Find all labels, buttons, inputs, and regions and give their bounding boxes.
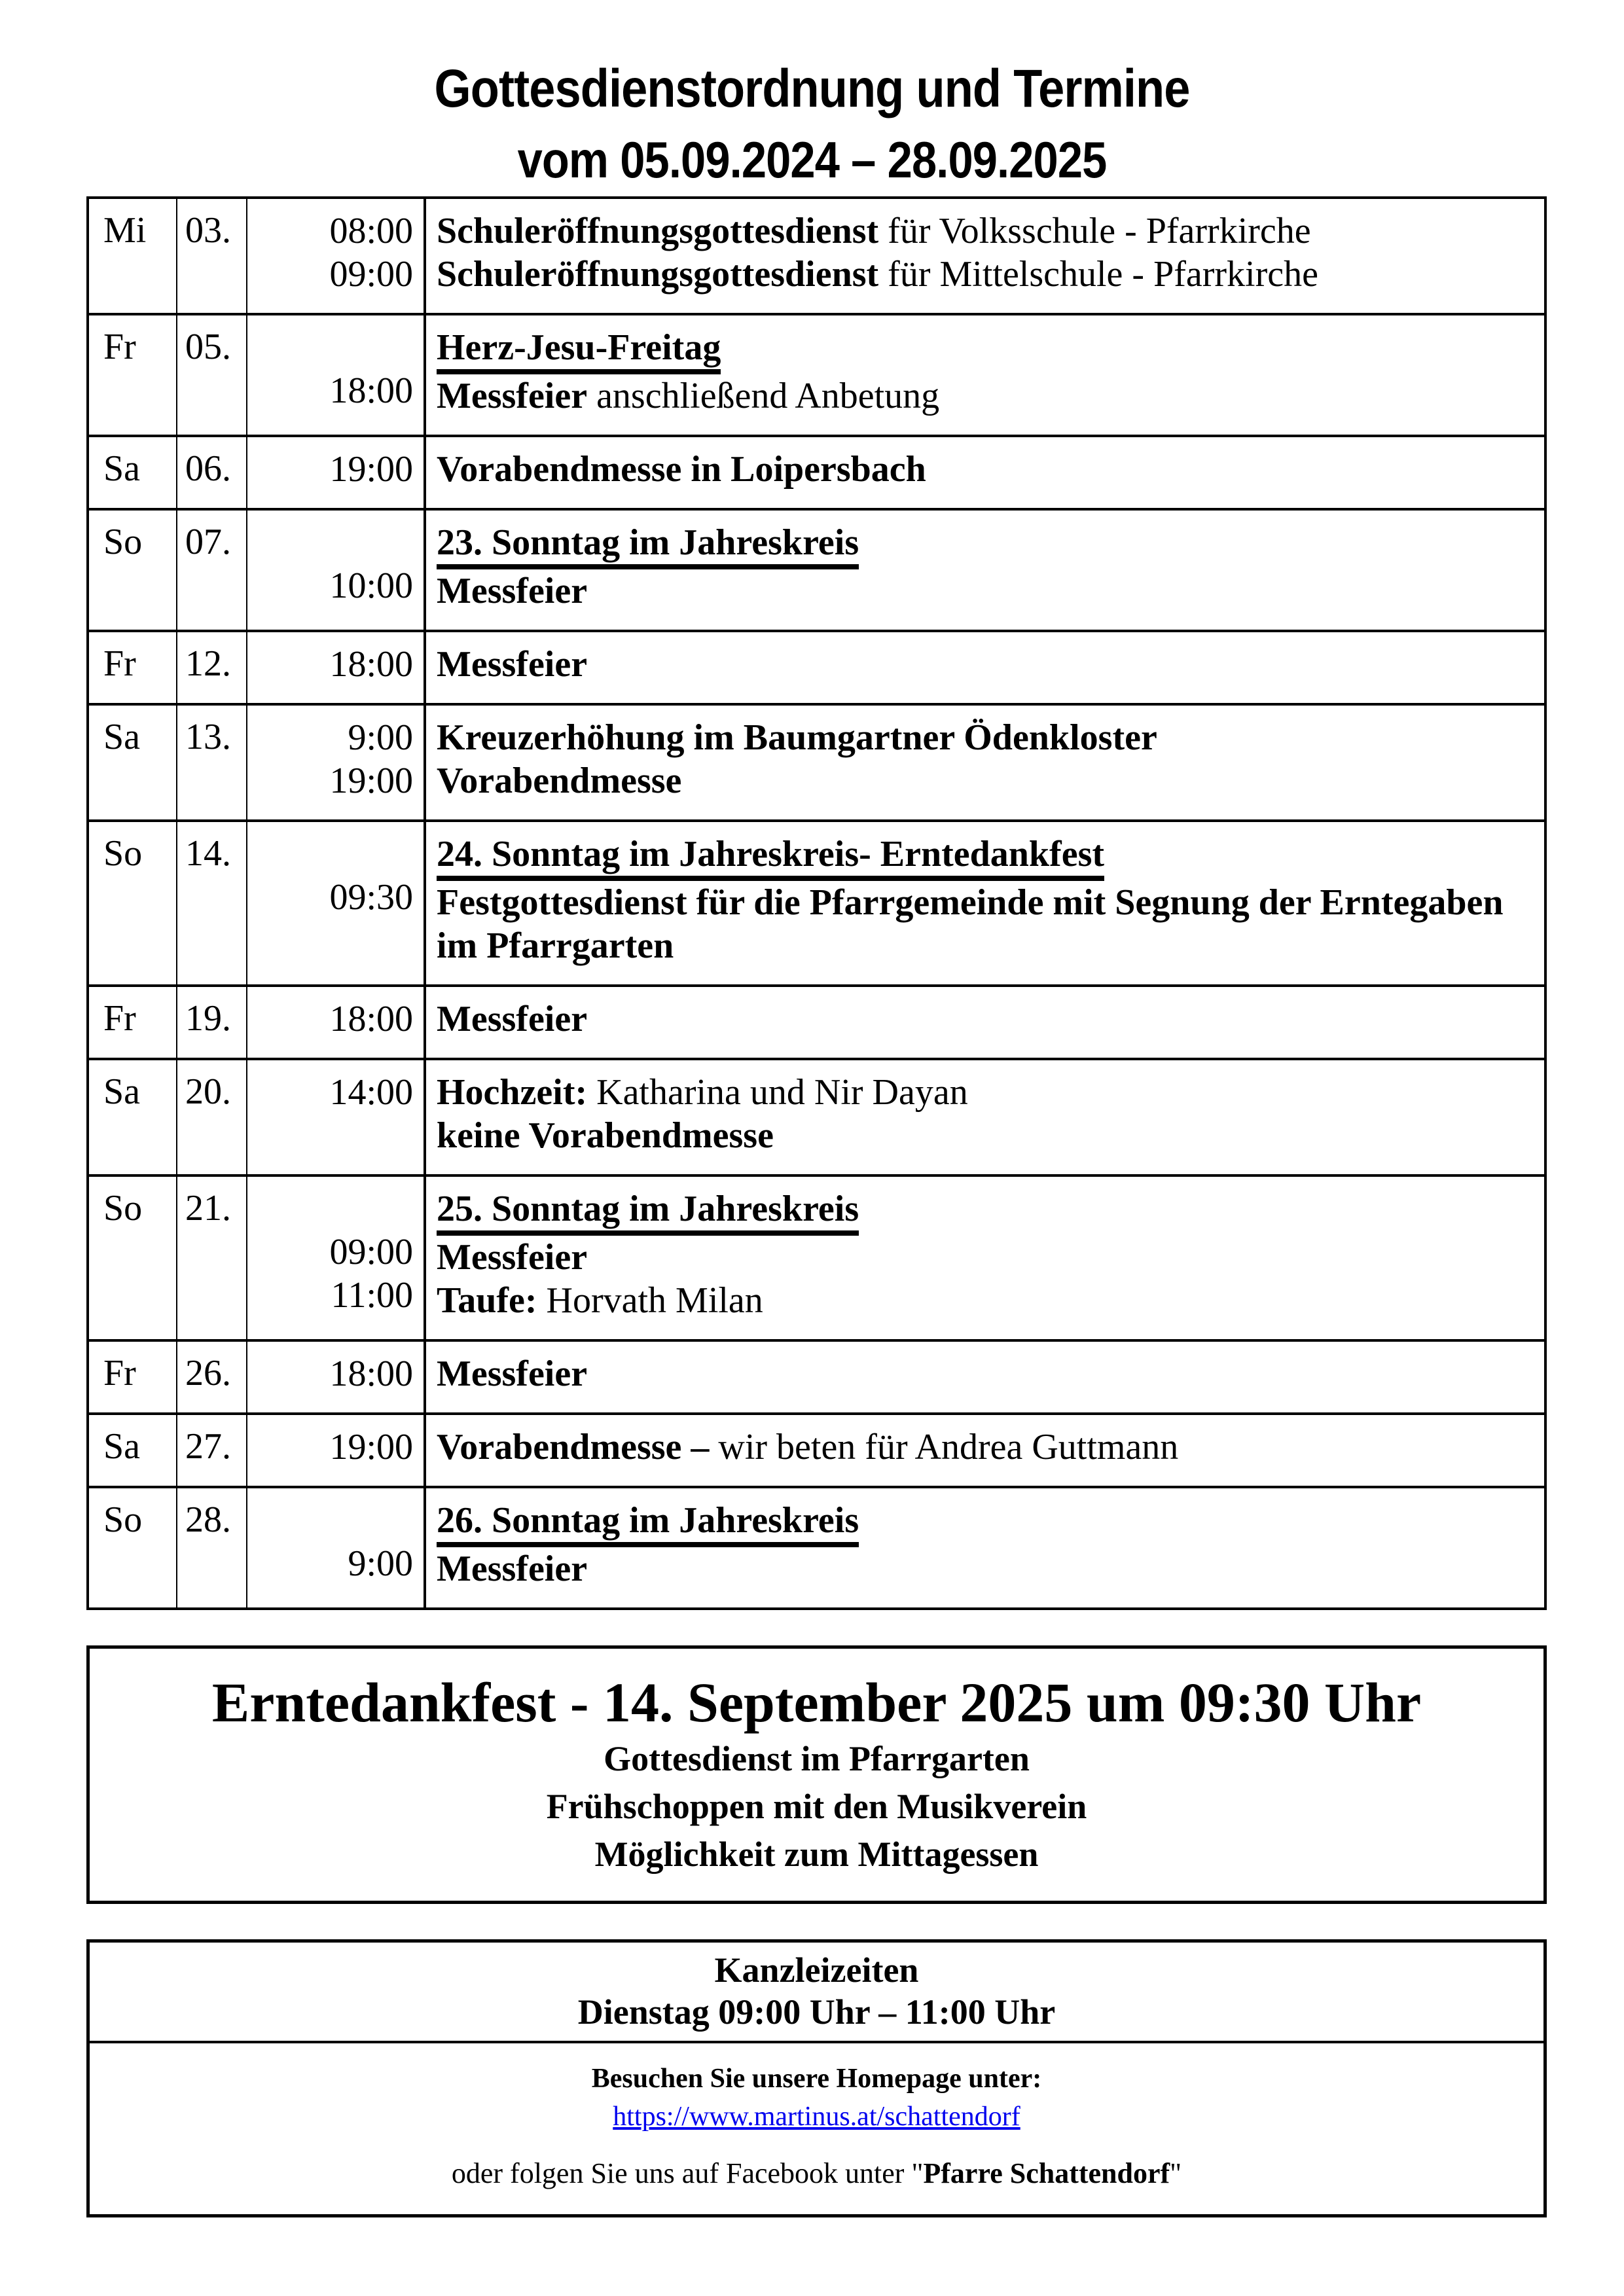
homepage-link-row — [90, 2098, 1543, 2141]
time-line: 9:00 — [348, 717, 413, 758]
event-line — [437, 716, 1538, 759]
event-text: Messfeier — [437, 376, 588, 416]
info-box — [86, 1939, 1547, 2217]
schedule-row — [88, 1175, 1545, 1340]
date-cell: 27. — [177, 1414, 247, 1487]
time-line: 18:00 — [329, 1354, 413, 1394]
event-title-underlined: 23. Sonntag im Jahreskreis — [437, 524, 859, 569]
time-line: 19:00 — [329, 761, 413, 801]
event-text: anschließend Anbetung — [587, 376, 940, 416]
time-line: 09:30 — [329, 877, 413, 918]
event-line — [437, 253, 1538, 296]
event-line — [437, 997, 1538, 1041]
time-line: 09:00 — [329, 1232, 413, 1272]
event-text: Schuleröffnungsgottesdienst — [437, 211, 879, 251]
event-line — [437, 643, 1538, 686]
date-cell: 20. — [177, 1059, 247, 1175]
event-line — [437, 1279, 1538, 1322]
event-text: für Volksschule - Pfarrkirche — [878, 211, 1311, 251]
event-line — [437, 209, 1538, 253]
event-line — [437, 1499, 1538, 1547]
time-cell — [247, 821, 425, 986]
event-text: Messfeier — [437, 571, 588, 611]
time-line: 08:00 — [329, 211, 413, 251]
event-text: Vorabendmesse — [437, 761, 682, 801]
event-cell — [425, 314, 1545, 436]
schedule-row — [88, 631, 1545, 704]
event-cell — [425, 1414, 1545, 1487]
time-cell — [247, 1414, 425, 1487]
event-text: Katharina und Nir Dayan — [587, 1072, 968, 1113]
event-cell — [425, 436, 1545, 509]
event-line — [437, 881, 1538, 967]
event-cell — [425, 704, 1545, 821]
event-line — [437, 1114, 1538, 1157]
schedule-row — [88, 1414, 1545, 1487]
time-cell — [247, 704, 425, 821]
page-title: Gottesdienstordnung und Termine — [434, 59, 1190, 118]
event-text: Vorabendmesse – — [437, 1427, 710, 1467]
time-cell — [247, 1487, 425, 1609]
event-text: Messfeier — [437, 1354, 588, 1394]
time-line — [248, 1114, 413, 1157]
contact-section — [90, 2043, 1543, 2214]
time-line — [248, 1187, 413, 1230]
time-line: 09:00 — [329, 254, 413, 295]
time-line: 18:00 — [329, 999, 413, 1039]
time-line: 18:00 — [329, 644, 413, 685]
event-line — [437, 374, 1538, 418]
facebook-page-name: Pfarre Schattendorf — [923, 2157, 1170, 2189]
schedule-row — [88, 436, 1545, 509]
date-cell: 13. — [177, 704, 247, 821]
day-cell: So — [88, 1175, 177, 1340]
date-cell: 19. — [177, 986, 247, 1059]
kanzleizeiten-title: Kanzleizeiten — [714, 1950, 919, 1990]
event-line — [437, 569, 1538, 613]
event-line — [437, 833, 1538, 881]
event-text: keine Vorabendmesse — [437, 1115, 774, 1156]
time-line: 19:00 — [329, 449, 413, 490]
date-cell: 06. — [177, 436, 247, 509]
erntedankfest-line-1: Gottesdienst im Pfarrgarten — [604, 1739, 1030, 1778]
erntedankfest-box — [86, 1645, 1547, 1904]
event-line — [437, 1352, 1538, 1395]
schedule-row — [88, 704, 1545, 821]
day-cell: Fr — [88, 1340, 177, 1414]
time-cell — [247, 1059, 425, 1175]
kanzleizeiten-hours: Dienstag 09:00 Uhr – 11:00 Uhr — [577, 1992, 1056, 2032]
event-cell — [425, 198, 1545, 314]
event-text: für Mittelschule - Pfarrkirche — [878, 254, 1318, 295]
time-line: 18:00 — [329, 370, 413, 411]
schedule-row — [88, 314, 1545, 436]
facebook-line-prefix: oder folgen Sie uns auf Facebook unter " — [451, 2157, 924, 2189]
time-line: 14:00 — [329, 1072, 413, 1113]
day-cell: So — [88, 821, 177, 986]
time-cell — [247, 1340, 425, 1414]
event-text: Messfeier — [437, 1237, 588, 1278]
event-line — [437, 448, 1538, 491]
date-cell: 07. — [177, 509, 247, 631]
day-cell: Sa — [88, 1059, 177, 1175]
event-text: Schuleröffnungsgottesdienst — [437, 254, 879, 295]
erntedankfest-line-2: Frühschoppen mit den Musikverein — [546, 1787, 1087, 1826]
schedule-table-body — [88, 198, 1545, 1609]
day-cell: Sa — [88, 704, 177, 821]
facebook-line — [90, 2157, 1543, 2191]
event-text: Festgottesdienst für die Pfarrgemeinde mit Segnung der Erntegaben im Pfarrgarten — [437, 882, 1504, 966]
day-cell: Mi — [88, 198, 177, 314]
kanzleizeiten-section — [90, 1943, 1543, 2043]
time-line: 9:00 — [348, 1543, 413, 1584]
time-line — [248, 1499, 413, 1542]
event-line — [437, 1426, 1538, 1469]
schedule-row — [88, 1487, 1545, 1609]
time-line: 11:00 — [331, 1275, 413, 1316]
event-cell — [425, 1059, 1545, 1175]
event-text: Horvath Milan — [537, 1280, 763, 1321]
schedule-row — [88, 198, 1545, 314]
event-line — [437, 1236, 1538, 1279]
date-cell: 12. — [177, 631, 247, 704]
time-cell — [247, 436, 425, 509]
event-line — [437, 759, 1538, 802]
schedule-row — [88, 986, 1545, 1059]
event-cell — [425, 821, 1545, 986]
time-cell — [247, 198, 425, 314]
event-line — [437, 1547, 1538, 1590]
schedule-row — [88, 1059, 1545, 1175]
event-cell — [425, 509, 1545, 631]
day-cell: Fr — [88, 314, 177, 436]
event-cell — [425, 986, 1545, 1059]
event-line — [437, 521, 1538, 569]
event-cell — [425, 631, 1545, 704]
event-text: Messfeier — [437, 1549, 588, 1589]
time-cell — [247, 631, 425, 704]
time-cell — [247, 314, 425, 436]
time-cell — [247, 1175, 425, 1340]
schedule-table — [86, 196, 1547, 1610]
day-cell: So — [88, 1487, 177, 1609]
time-line: 19:00 — [329, 1427, 413, 1467]
date-cell: 28. — [177, 1487, 247, 1609]
event-text: Messfeier — [437, 999, 588, 1039]
erntedankfest-line-3: Möglichkeit zum Mittagessen — [594, 1835, 1039, 1874]
day-cell: So — [88, 509, 177, 631]
event-line — [437, 1071, 1538, 1114]
day-cell: Sa — [88, 1414, 177, 1487]
date-cell: 21. — [177, 1175, 247, 1340]
day-cell: Sa — [88, 436, 177, 509]
event-title-underlined: 25. Sonntag im Jahreskreis — [437, 1190, 859, 1236]
time-cell — [247, 509, 425, 631]
time-cell — [247, 986, 425, 1059]
schedule-row — [88, 1340, 1545, 1414]
event-title-underlined: 26. Sonntag im Jahreskreis — [437, 1501, 859, 1547]
event-title-underlined: 24. Sonntag im Jahreskreis- Erntedankfest — [437, 835, 1104, 881]
event-line — [437, 326, 1538, 374]
facebook-line-suffix: " — [1170, 2157, 1182, 2189]
event-text: Hochzeit: — [437, 1072, 588, 1113]
day-cell: Fr — [88, 631, 177, 704]
event-cell — [425, 1487, 1545, 1609]
date-cell: 26. — [177, 1340, 247, 1414]
schedule-row — [88, 821, 1545, 986]
event-text: Taufe: — [437, 1280, 537, 1321]
event-text: Vorabendmesse in Loipersbach — [437, 449, 926, 490]
day-cell: Fr — [88, 986, 177, 1059]
event-text: wir beten für Andrea Guttmann — [709, 1427, 1179, 1467]
event-cell — [425, 1175, 1545, 1340]
date-cell: 03. — [177, 198, 247, 314]
event-text: Kreuzerhöhung im Baumgartner Ödenkloster — [437, 717, 1157, 758]
erntedankfest-title: Erntedankfest - 14. September 2025 um 09:30 Uhr — [211, 1671, 1422, 1734]
event-cell — [425, 1340, 1545, 1414]
time-line — [248, 521, 413, 564]
event-line — [437, 1187, 1538, 1236]
homepage-link[interactable]: https://www.martinus.at/schattendorf — [613, 2102, 1020, 2132]
page-subtitle-date-range: vom 05.09.2024 – 28.09.2025 — [517, 131, 1107, 188]
time-line — [248, 326, 413, 369]
homepage-label: Besuchen Sie unsere Homepage unter: — [591, 2064, 1042, 2094]
time-line — [248, 833, 413, 876]
event-title-underlined: Herz-Jesu-Freitag — [437, 329, 721, 374]
schedule-row — [88, 509, 1545, 631]
date-cell: 05. — [177, 314, 247, 436]
event-text: Messfeier — [437, 644, 588, 685]
time-line: 10:00 — [329, 565, 413, 606]
date-cell: 14. — [177, 821, 247, 986]
